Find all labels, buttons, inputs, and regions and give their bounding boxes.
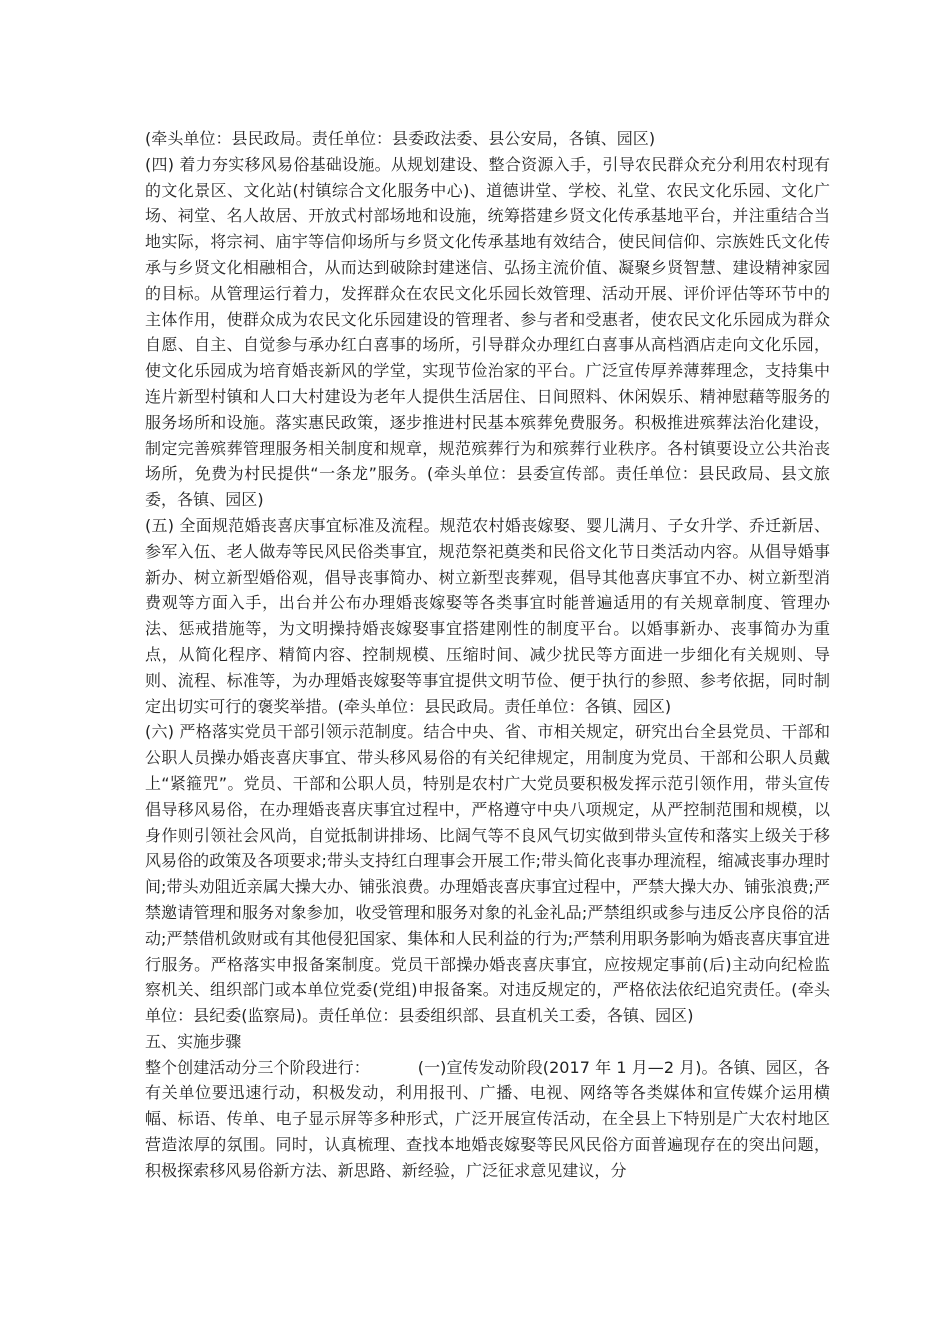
section-four-paragraph: (四) 着力夯实移风易俗基础设施。从规划建设、整合资源入手，引导农民群众充分利用农村现有的文化景区、文化站(村镇综合文化服务中心)、道德讲堂、学校、礼堂、农民文化乐园、文化广场、祠堂、名人故居、开放式村部场地和设施，统筹搭建乡贤文化传承基地平台，并注重结合当地实际，将宗祠、庙宇等信仰场所与乡贤文化传承基地有效结合，使民间信仰、宗族姓氏文化传承与乡贤文化相融相合，从而达到破除封建迷信、弘扬主流价值、凝聚乡贤智慧、建设精神家园的目标。从管理运行着力，发挥群众在农民文化乐园长效管理、活动开展、评价评估等环节中的主体作用，使群众成为农民文化乐园建设的管理者、参与者和受惠者，使农民文化乐园成为群众自愿、自主、自觉参与承办红白喜事的场所，引导群众办理红白喜事从高档酒店走向文化乐园，使文化乐园成为培育婚丧新风的学堂，实现节俭治家的平台。广泛宣传厚养薄葬理念，支持集中连片新型村镇和人口大村建设为老年人提供生活居住、日间照料、休闲娱乐、精神慰藉等服务的服务场所和设施。落实惠民政策，逐步推进村民基本殡葬免费服务。积极推进殡葬法治化建设，制定完善殡葬管理服务相关制度和规章，规范殡葬行为和殡葬行业秩序。各村镇要设立公共治丧场所，免费为村民提供“一条龙”服务。(牵头单位：县委宣传部。责任单位：县民政局、县文旅委，各镇、园区) (145, 154, 830, 510)
implementation-steps-heading: 五、实施步骤 (145, 1031, 242, 1051)
responsible-units-line: (牵头单位：县民政局。责任单位：县委政法委、县公安局，各镇、园区) (145, 129, 656, 148)
section-five-paragraph: (五) 全面规范婚丧喜庆事宜标准及流程。规范农村婚丧嫁娶、婴儿满月、子女升学、乔迁新居、参军入伍、老人做寿等民风民俗类事宜，规范祭祀奠类和民俗文化节日类活动内容。从倡导婚事新办、树立新型婚俗观，倡导丧事简办、树立新型丧葬观，倡导其他喜庆事宜不办、树立新型消费观等方面入手，出台并公布办理婚丧嫁娶等各类事宜时能普遍适用的有关规章制度、管理办法、惩戒措施等，为文明操持婚丧嫁娶事宜搭建刚性的制度平台。以婚事新办、丧事简办为重点，从简化程序、精简内容、控制规模、压缩时间、减少扰民等方面进一步细化有关规则、导则、流程、标准等，为办理婚丧嫁娶等事宜提供文明节俭、便于执行的参照、参考依据，同时制定出切实可行的褒奖举措。(牵头单位：县民政局。责任单位：各镇、园区) (145, 515, 830, 716)
stages-paragraph (145, 1055, 830, 1184)
stages-body: (一)宣传发动阶段(2017 年 1 月—2 月)。各镇、园区，各有关单位要迅速行动，积极发动，利用报刊、广播、电视、网络等各类媒体和宣传媒介运用横幅、标语、传单、电子显示屏等多种形式，广泛开展宣传活动，在全县上下特别是广大农村地区营造浓厚的氛围。同时，认真梳理、查找本地婚丧嫁娶等民风民俗方面普遍现存在的突出问题，积极探索移风易俗新方法、新思路、新经验，广泛征求意见建议，分 (145, 1057, 830, 1180)
document-page (145, 126, 830, 1184)
stages-lead: 整个创建活动分三个阶段进行： (145, 1057, 370, 1077)
section-six-paragraph: (六) 严格落实党员干部引领示范制度。结合中央、省、市相关规定，研究出台全县党员、干部和公职人员操办婚丧喜庆事宜、带头移风易俗的有关纪律规定，用制度为党员、干部和公职人员戴上“紧箍咒”。党员、干部和公职人员，特别是农村广大党员要积极发挥示范引领作用，带头宣传倡导移风易俗，在办理婚丧喜庆事宜过程中，严格遵守中央八项规定，从严控制范围和规模，以身作则引领社会风尚，自觉抵制讲排场、比阔气等不良风气切实做到带头宣传和落实上级关于移风易俗的政策及各项要求;带头支持红白理事会开展工作;带头简化丧事办理流程，缩减丧事办理时间;带头劝阻近亲属大操大办、铺张浪费。办理婚丧喜庆事宜过程中，严禁大操大办、铺张浪费;严禁邀请管理和服务对象参加，收受管理和服务对象的礼金礼品;严禁组织或参与违反公序良俗的活动;严禁借机敛财或有其他侵犯国家、集体和人民利益的行为;严禁利用职务影响为婚丧喜庆事宜进行服务。严格落实申报备案制度。党员干部操办婚丧喜庆事宜，应按规定事前(后)主动向纪检监察机关、组织部门或本单位党委(党组)申报备案。对违反规定的，严格依法依纪追究责任。(牵头单位：县纪委(监察局)。责任单位：县委组织部、县直机关工委，各镇、园区) (145, 722, 830, 1026)
